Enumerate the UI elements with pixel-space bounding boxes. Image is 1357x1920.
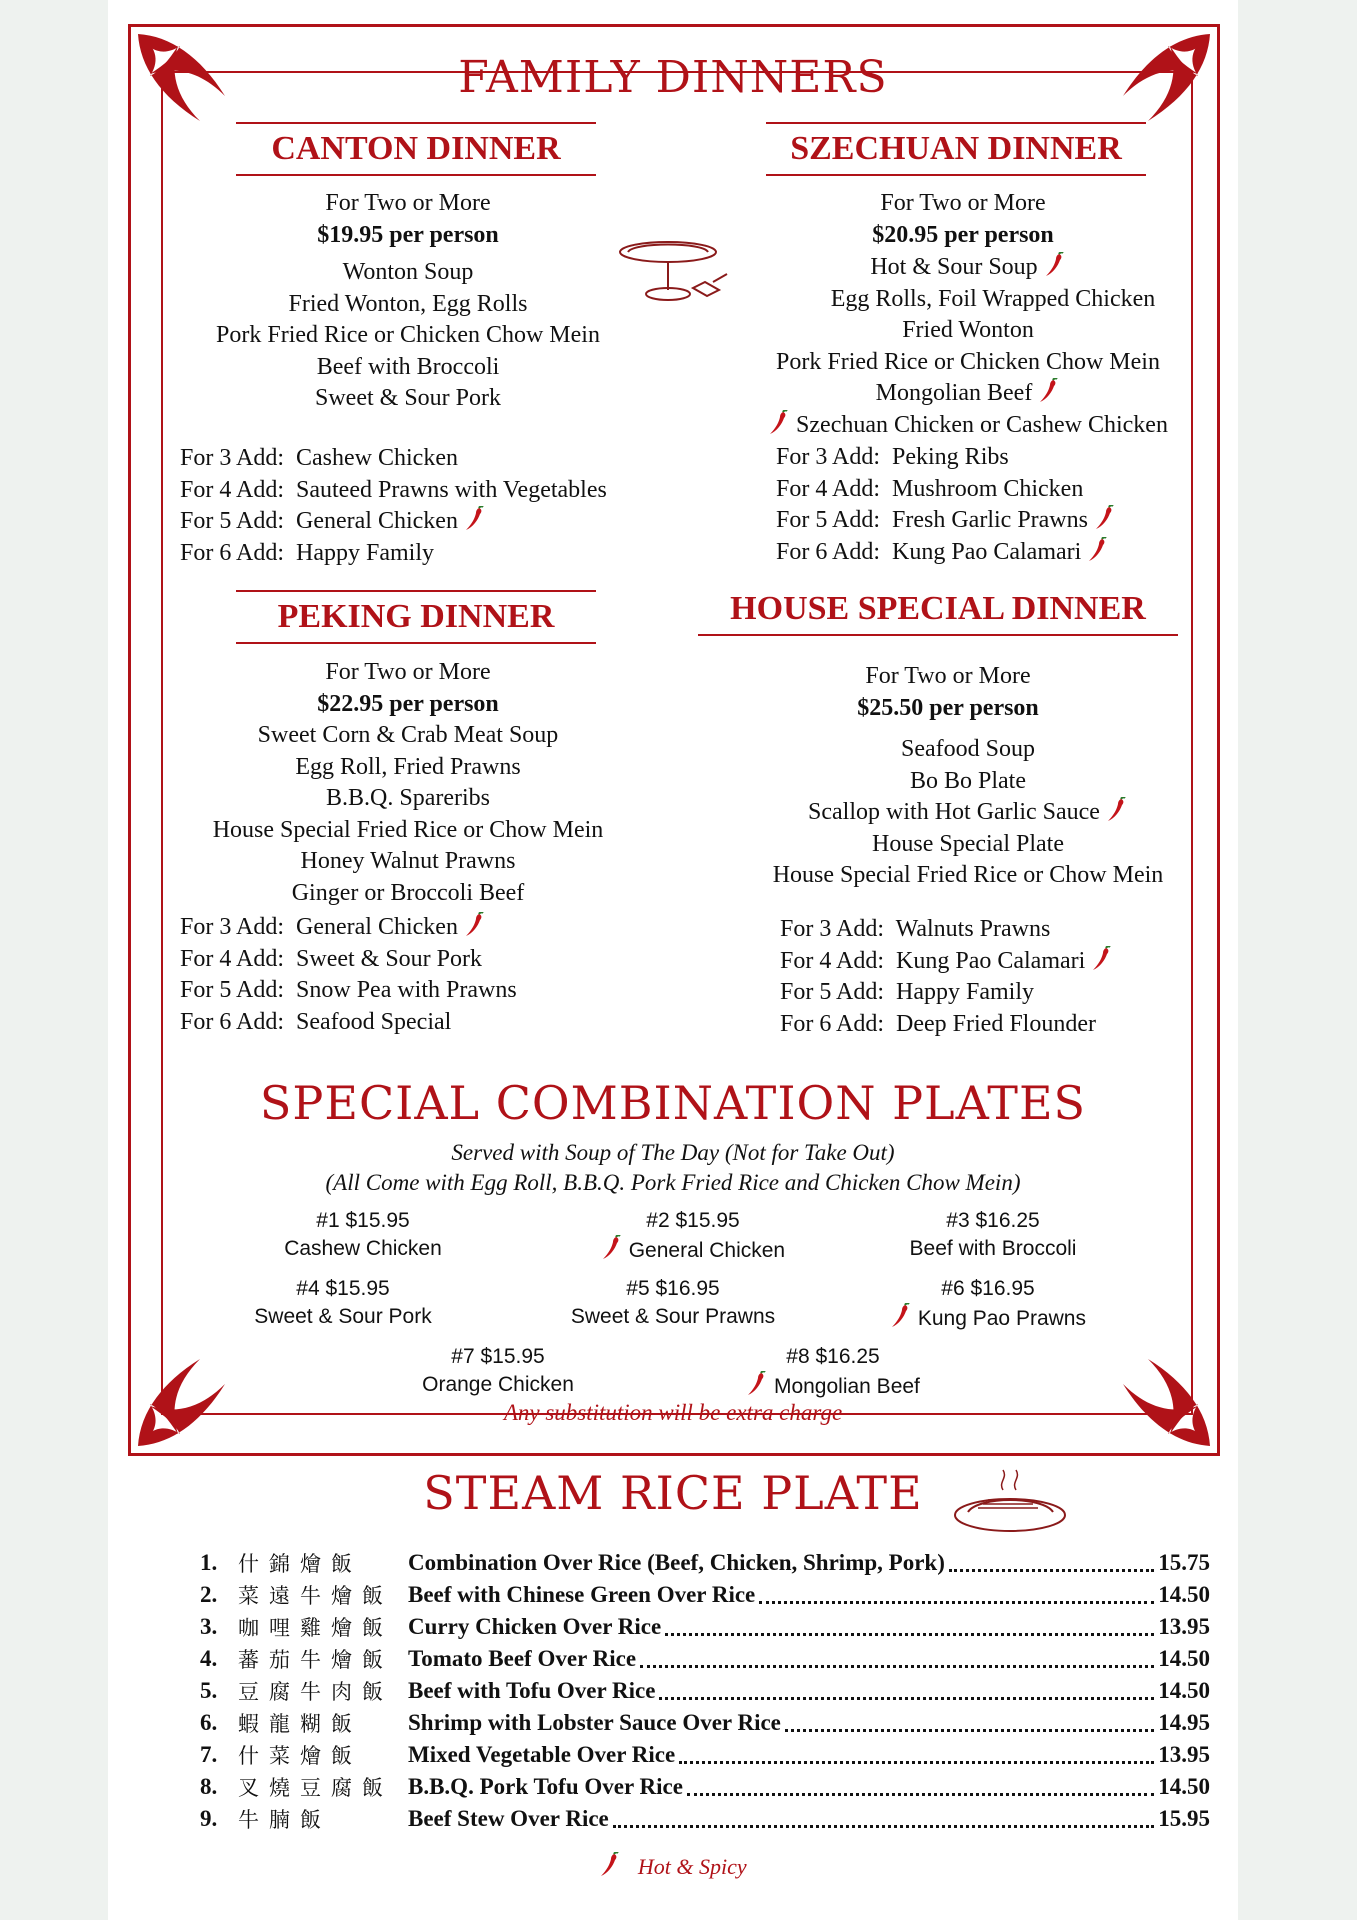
hot-pepper-icon [464, 506, 486, 532]
rice-item: 1. 什錦燴飯 Combination Over Rice (Beef, Chicken, Shrimp, Pork) 15.75 [200, 1550, 1210, 1576]
house-add-row: For 6 Add: Deep Fried Flounder [780, 1010, 1096, 1037]
canton-add-row: For 4 Add: Sauteed Prawns with Vegetables [180, 476, 607, 503]
house-item: Scallop with Hot Garlic Sauce [718, 797, 1218, 829]
peking-add-row: For 6 Add: Seafood Special [180, 1008, 452, 1035]
canton-add-list [180, 443, 607, 569]
combination-plates-title: SPECIAL COMBINATION PLATES [259, 1076, 1087, 1130]
house-price: $25.50 per person [857, 694, 1039, 721]
hot-pepper-icon [601, 1235, 623, 1261]
szechuan-item: Hot & Sour Soup [668, 252, 1268, 284]
hot-pepper-icon [746, 1371, 768, 1397]
peking-dinner-details [148, 657, 668, 909]
szechuan-add-list [776, 442, 1116, 568]
rice-item: 4. 蕃茄牛燴飯 Tomato Beef Over Rice 14.50 [200, 1646, 1210, 1672]
house-dinner-details [728, 661, 1168, 724]
menu-page [108, 0, 1238, 1920]
szechuan-item: Szechuan Chicken or Cashew Chicken [668, 410, 1268, 442]
szechuan-add-row: For 6 Add: Kung Pao Calamari [776, 537, 1116, 569]
szechuan-add-row: For 5 Add: Fresh Garlic Prawns [776, 505, 1116, 537]
peking-item: B.B.Q. Spareribs [326, 785, 490, 811]
hot-pepper-icon [1087, 537, 1109, 563]
combo-plate-3: #3 $16.25 Beef with Broccoli [909, 1209, 1077, 1260]
peking-add-list [180, 912, 517, 1038]
peking-add-row: For 5 Add: Snow Pea with Prawns [180, 977, 517, 1003]
steam-rice-title: STEAM RICE PLATE [423, 1466, 923, 1520]
rice-item: 9. 牛腩飯 Beef Stew Over Rice 15.95 [200, 1806, 1210, 1832]
szechuan-item: Mongolian Beef [668, 378, 1268, 410]
hot-pepper-icon [890, 1303, 912, 1329]
rice-item: 5. 豆腐牛肉飯 Beef with Tofu Over Rice 14.50 [200, 1678, 1210, 1704]
canton-item: Pork Fried Rice or Chicken Chow Mein [216, 322, 600, 348]
rice-item: 3. 咖哩雞燴飯 Curry Chicken Over Rice 13.95 [200, 1614, 1210, 1640]
canton-item: Sweet & Sour Pork [315, 385, 501, 411]
szechuan-item: Egg Rolls, Foil Wrapped Chicken [830, 285, 1156, 312]
house-special-dinner-header: HOUSE SPECIAL DINNER [698, 584, 1178, 636]
szechuan-serves: For Two or More [880, 190, 1046, 216]
peking-serves: For Two or More [325, 659, 491, 685]
hot-pepper-icon [1044, 252, 1066, 278]
family-dinners-title: FAMILY DINNERS [458, 52, 888, 103]
hot-pepper-icon [599, 1852, 621, 1878]
canton-dinner-header: CANTON DINNER [236, 122, 596, 176]
hot-pepper-icon [1106, 797, 1128, 823]
combo-plate-1: #1 $15.95 Cashew Chicken [284, 1209, 442, 1260]
house-add-row: For 4 Add: Kung Pao Calamari [780, 946, 1113, 978]
szechuan-dinner-header: SZECHUAN DINNER [766, 122, 1146, 176]
combo-plate-8: #8 $16.25 Mongolian Beef [688, 1343, 978, 1401]
canton-dinner-details [148, 188, 668, 415]
peking-item: Sweet Corn & Crab Meat Soup [257, 722, 559, 748]
combo-plate-5: #5 $16.95 Sweet & Sour Prawns [570, 1277, 776, 1328]
corner-ornament-bottom-right-icon [1108, 1344, 1218, 1454]
canton-item: Wonton Soup [342, 259, 474, 285]
combo-plate-6: #6 $16.95 Kung Pao Prawns [838, 1275, 1138, 1333]
szechuan-item: Pork Fried Rice or Chicken Chow Mein [776, 348, 1160, 375]
canton-item: Fried Wonton, Egg Rolls [288, 290, 528, 317]
rice-item: 2. 菜遠牛燴飯 Beef with Chinese Green Over Rice 14.50 [200, 1582, 1210, 1608]
szechuan-add-row: For 4 Add: Mushroom Chicken [776, 475, 1084, 502]
peking-add-row: For 3 Add: General Chicken [180, 912, 517, 944]
house-items [718, 734, 1218, 892]
canton-add-row: For 3 Add: Cashew Chicken [180, 445, 458, 471]
combo-plate-2: #2 $15.95 General Chicken [548, 1207, 838, 1265]
szechuan-items [668, 252, 1268, 441]
house-serves: For Two or More [865, 663, 1031, 689]
house-item: Bo Bo Plate [909, 767, 1026, 794]
szechuan-add-row: For 3 Add: Peking Ribs [776, 444, 1009, 470]
hot-pepper-icon [464, 912, 486, 938]
combination-note-soup: Served with Soup of The Day (Not for Take Out) [451, 1140, 895, 1165]
hot-pepper-icon [1094, 505, 1116, 531]
hot-pepper-icon [1038, 378, 1060, 404]
house-item: House Special Plate [872, 830, 1064, 857]
hot-spicy-legend [108, 1852, 1238, 1880]
peking-add-row: For 4 Add: Sweet & Sour Pork [180, 945, 483, 972]
szechuan-item: Fried Wonton [902, 317, 1034, 343]
peking-price: $22.95 per person [317, 690, 499, 717]
peking-item: Ginger or Broccoli Beef [291, 879, 525, 906]
rice-plate-illustration-icon [948, 1460, 1078, 1540]
rice-item: 8. 叉燒豆腐飯 B.B.Q. Pork Tofu Over Rice 14.50 [200, 1774, 1210, 1800]
hot-spicy-legend-label: Hot & Spicy [637, 1854, 747, 1879]
canton-add-row: For 5 Add: General Chicken [180, 506, 607, 538]
combo-plate-7: #7 $15.95 Orange Chicken [422, 1345, 574, 1396]
hot-pepper-icon [1091, 946, 1113, 972]
canton-add-row: For 6 Add: Happy Family [180, 539, 435, 566]
hot-pepper-icon [768, 410, 790, 436]
canton-serves: For Two or More [325, 190, 491, 216]
combo-plate-4: #4 $15.95 Sweet & Sour Pork [254, 1277, 432, 1328]
peking-item: Honey Walnut Prawns [300, 848, 516, 874]
house-item: Seafood Soup [901, 736, 1035, 762]
combination-note-includes: (All Come with Egg Roll, B.B.Q. Pork Fried Rice and Chicken Chow Mein) [325, 1170, 1021, 1195]
house-add-row: For 5 Add: Happy Family [780, 979, 1035, 1005]
house-add-list [780, 914, 1113, 1040]
peking-item: House Special Fried Rice or Chow Mein [212, 816, 604, 843]
peking-dinner-header: PEKING DINNER [236, 590, 596, 644]
canton-price: $19.95 per person [317, 221, 499, 248]
canton-item: Beef with Broccoli [316, 353, 500, 380]
house-item: House Special Fried Rice or Chow Mein [772, 862, 1164, 888]
peking-item: Egg Roll, Fried Prawns [295, 753, 521, 780]
substitution-footnote: Any substitution will be extra charge [503, 1400, 843, 1425]
szechuan-price: $20.95 per person [872, 221, 1054, 248]
rice-item: 6. 蝦龍糊飯 Shrimp with Lobster Sauce Over Rice 14.95 [200, 1710, 1210, 1736]
rice-item: 7. 什菜燴飯 Mixed Vegetable Over Rice 13.95 [200, 1742, 1210, 1768]
szechuan-dinner-details [728, 188, 1198, 251]
corner-ornament-bottom-left-icon [130, 1344, 240, 1454]
house-add-row: For 3 Add: Walnuts Prawns [780, 916, 1051, 942]
